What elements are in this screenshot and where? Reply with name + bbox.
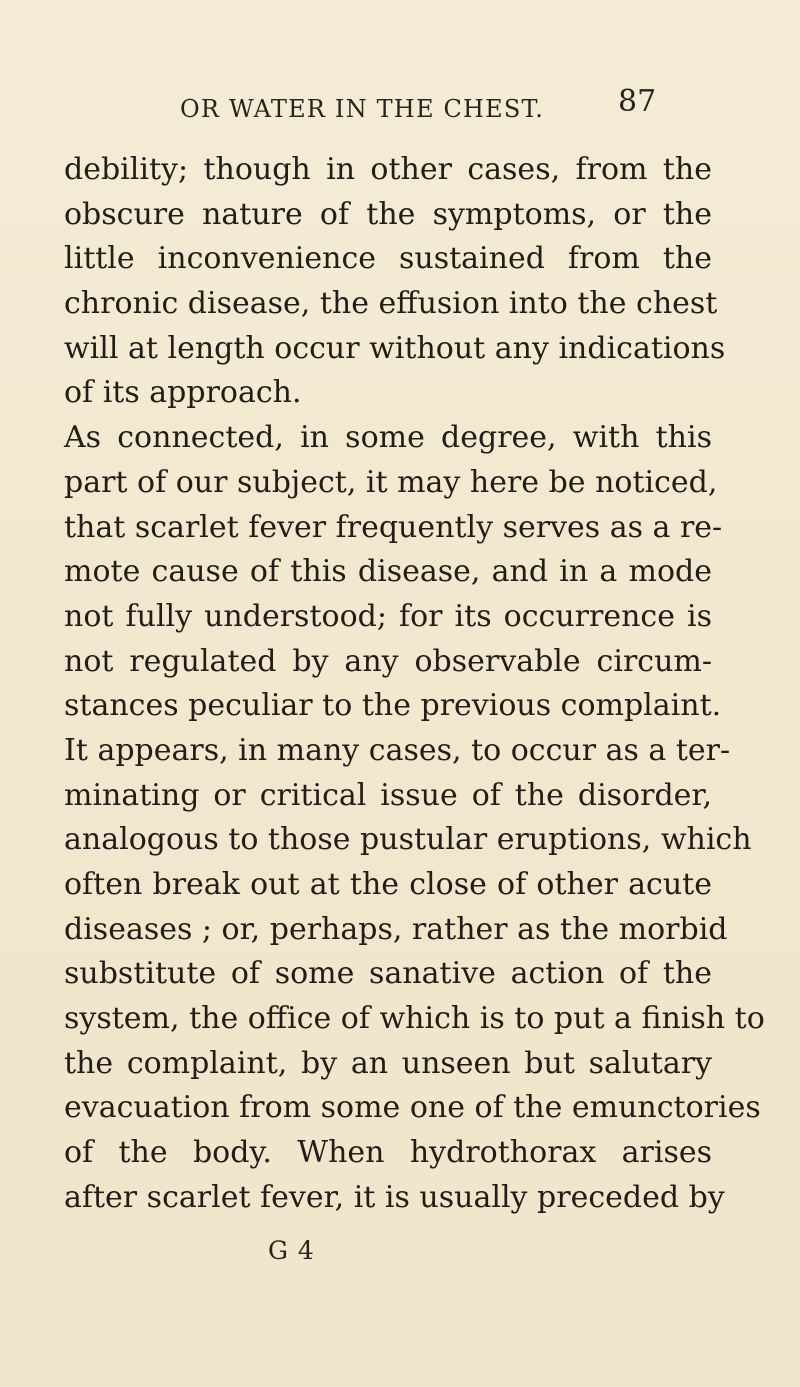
text-line: It appears, in many cases, to occur as a ter- <box>64 732 731 768</box>
text-line: substitute of some sanative action of the <box>64 956 712 992</box>
page-number: 87 <box>618 84 657 119</box>
text-line: of its approach. <box>64 375 302 411</box>
body-text <box>64 148 765 1221</box>
text-line: not fully understood; for its occurrence is <box>64 598 712 634</box>
text-line: will at length occur without any indications <box>64 330 726 366</box>
text-line: the complaint, by an unseen but salutary <box>64 1045 712 1081</box>
text-line: mote cause of this disease, and in a mode <box>64 554 712 590</box>
text-line: often break out at the close of other acute <box>64 867 712 902</box>
running-head: OR WATER IN THE CHEST. <box>180 95 545 123</box>
text-line: evacuation from some one of the emunctories <box>64 1090 761 1126</box>
text-line: part of our subject, it may here be noticed, <box>64 464 718 500</box>
text-line: obscure nature of the symptoms, or the <box>64 196 712 232</box>
text-line: little inconvenience sustained from the <box>64 241 712 277</box>
text-line: minating or critical issue of the disorder, <box>64 777 712 813</box>
text-line: not regulated by any observable circum- <box>64 643 712 679</box>
text-line: diseases ; or, perhaps, rather as the morbid <box>64 911 728 947</box>
text-line: As connected, in some degree, with this <box>64 420 712 456</box>
text-line: chronic disease, the effusion into the chest <box>64 286 718 322</box>
printer-signature: G 4 <box>268 1236 315 1265</box>
text-line: stances peculiar to the previous complaint. <box>64 688 722 724</box>
text-line: debility; though in other cases, from the <box>64 152 712 187</box>
text-line: of the body. When hydrothorax arises <box>64 1135 712 1171</box>
text-line: after scarlet fever, it is usually preceded by <box>64 1179 725 1215</box>
text-line: system, the office of which is to put a finish to <box>64 1001 765 1037</box>
text-line: that scarlet fever frequently serves as a re- <box>64 509 723 545</box>
text-line: analogous to those pustular eruptions, which <box>64 822 752 858</box>
